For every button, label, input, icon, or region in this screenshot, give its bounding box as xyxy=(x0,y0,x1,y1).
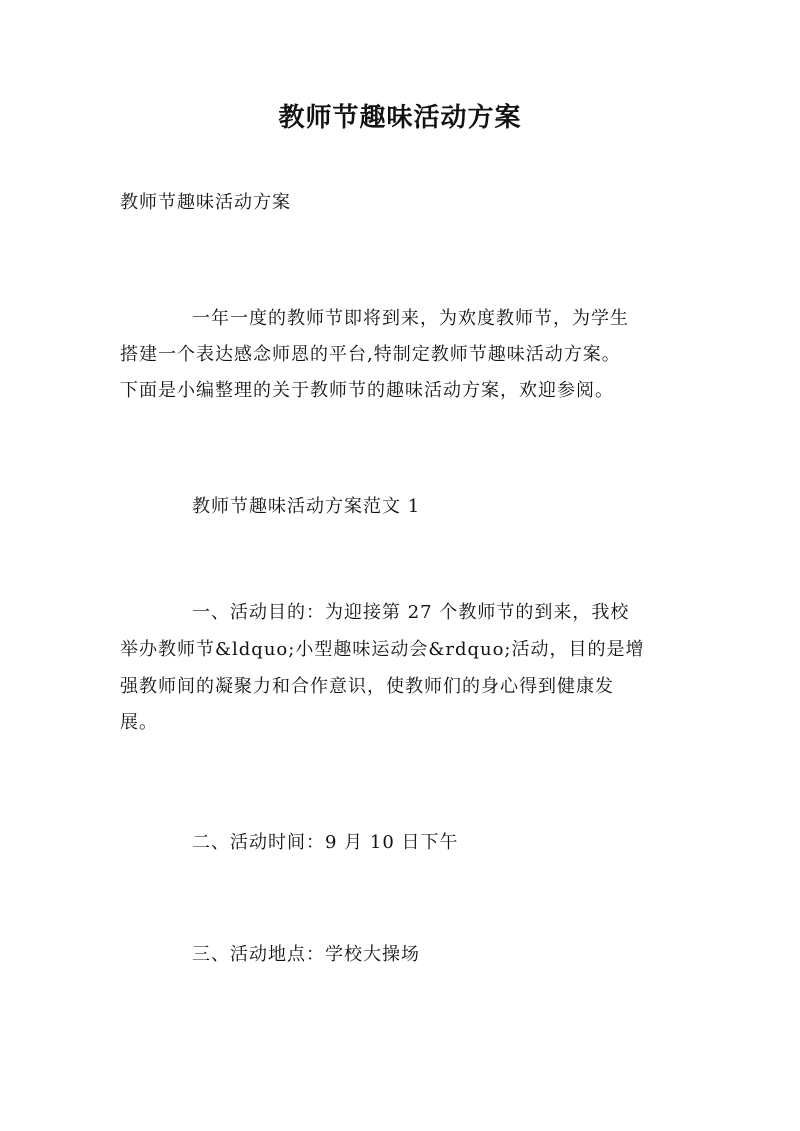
purpose-line: 强教师间的凝聚力和合作意识，使教师们的身心得到健康发 xyxy=(120,676,614,697)
intro-line: 一年一度的教师节即将到来，为欢度教师节，为学生 xyxy=(192,308,629,329)
activity-time: 二、活动时间：9 月 10 日下午 xyxy=(192,832,459,853)
intro-line: 下面是小编整理的关于教师节的趣味活动方案，欢迎参阅。 xyxy=(120,380,614,401)
document-title: 教师节趣味活动方案 xyxy=(278,103,522,133)
purpose-line: 一、活动目的：为迎接第 27 个教师节的到来，我校 xyxy=(192,602,630,623)
purpose-line: 展。 xyxy=(120,712,158,733)
section-heading: 教师节趣味活动方案范文 1 xyxy=(192,496,421,517)
purpose-line: 举办教师节&ldquo;小型趣味运动会&rdquo;活动，目的是增 xyxy=(120,639,645,660)
document-subtitle: 教师节趣味活动方案 xyxy=(120,192,291,213)
activity-place: 三、活动地点：学校大操场 xyxy=(192,944,420,965)
intro-line: 搭建一个表达感念师恩的平台,特制定教师节趣味活动方案。 xyxy=(120,344,621,365)
